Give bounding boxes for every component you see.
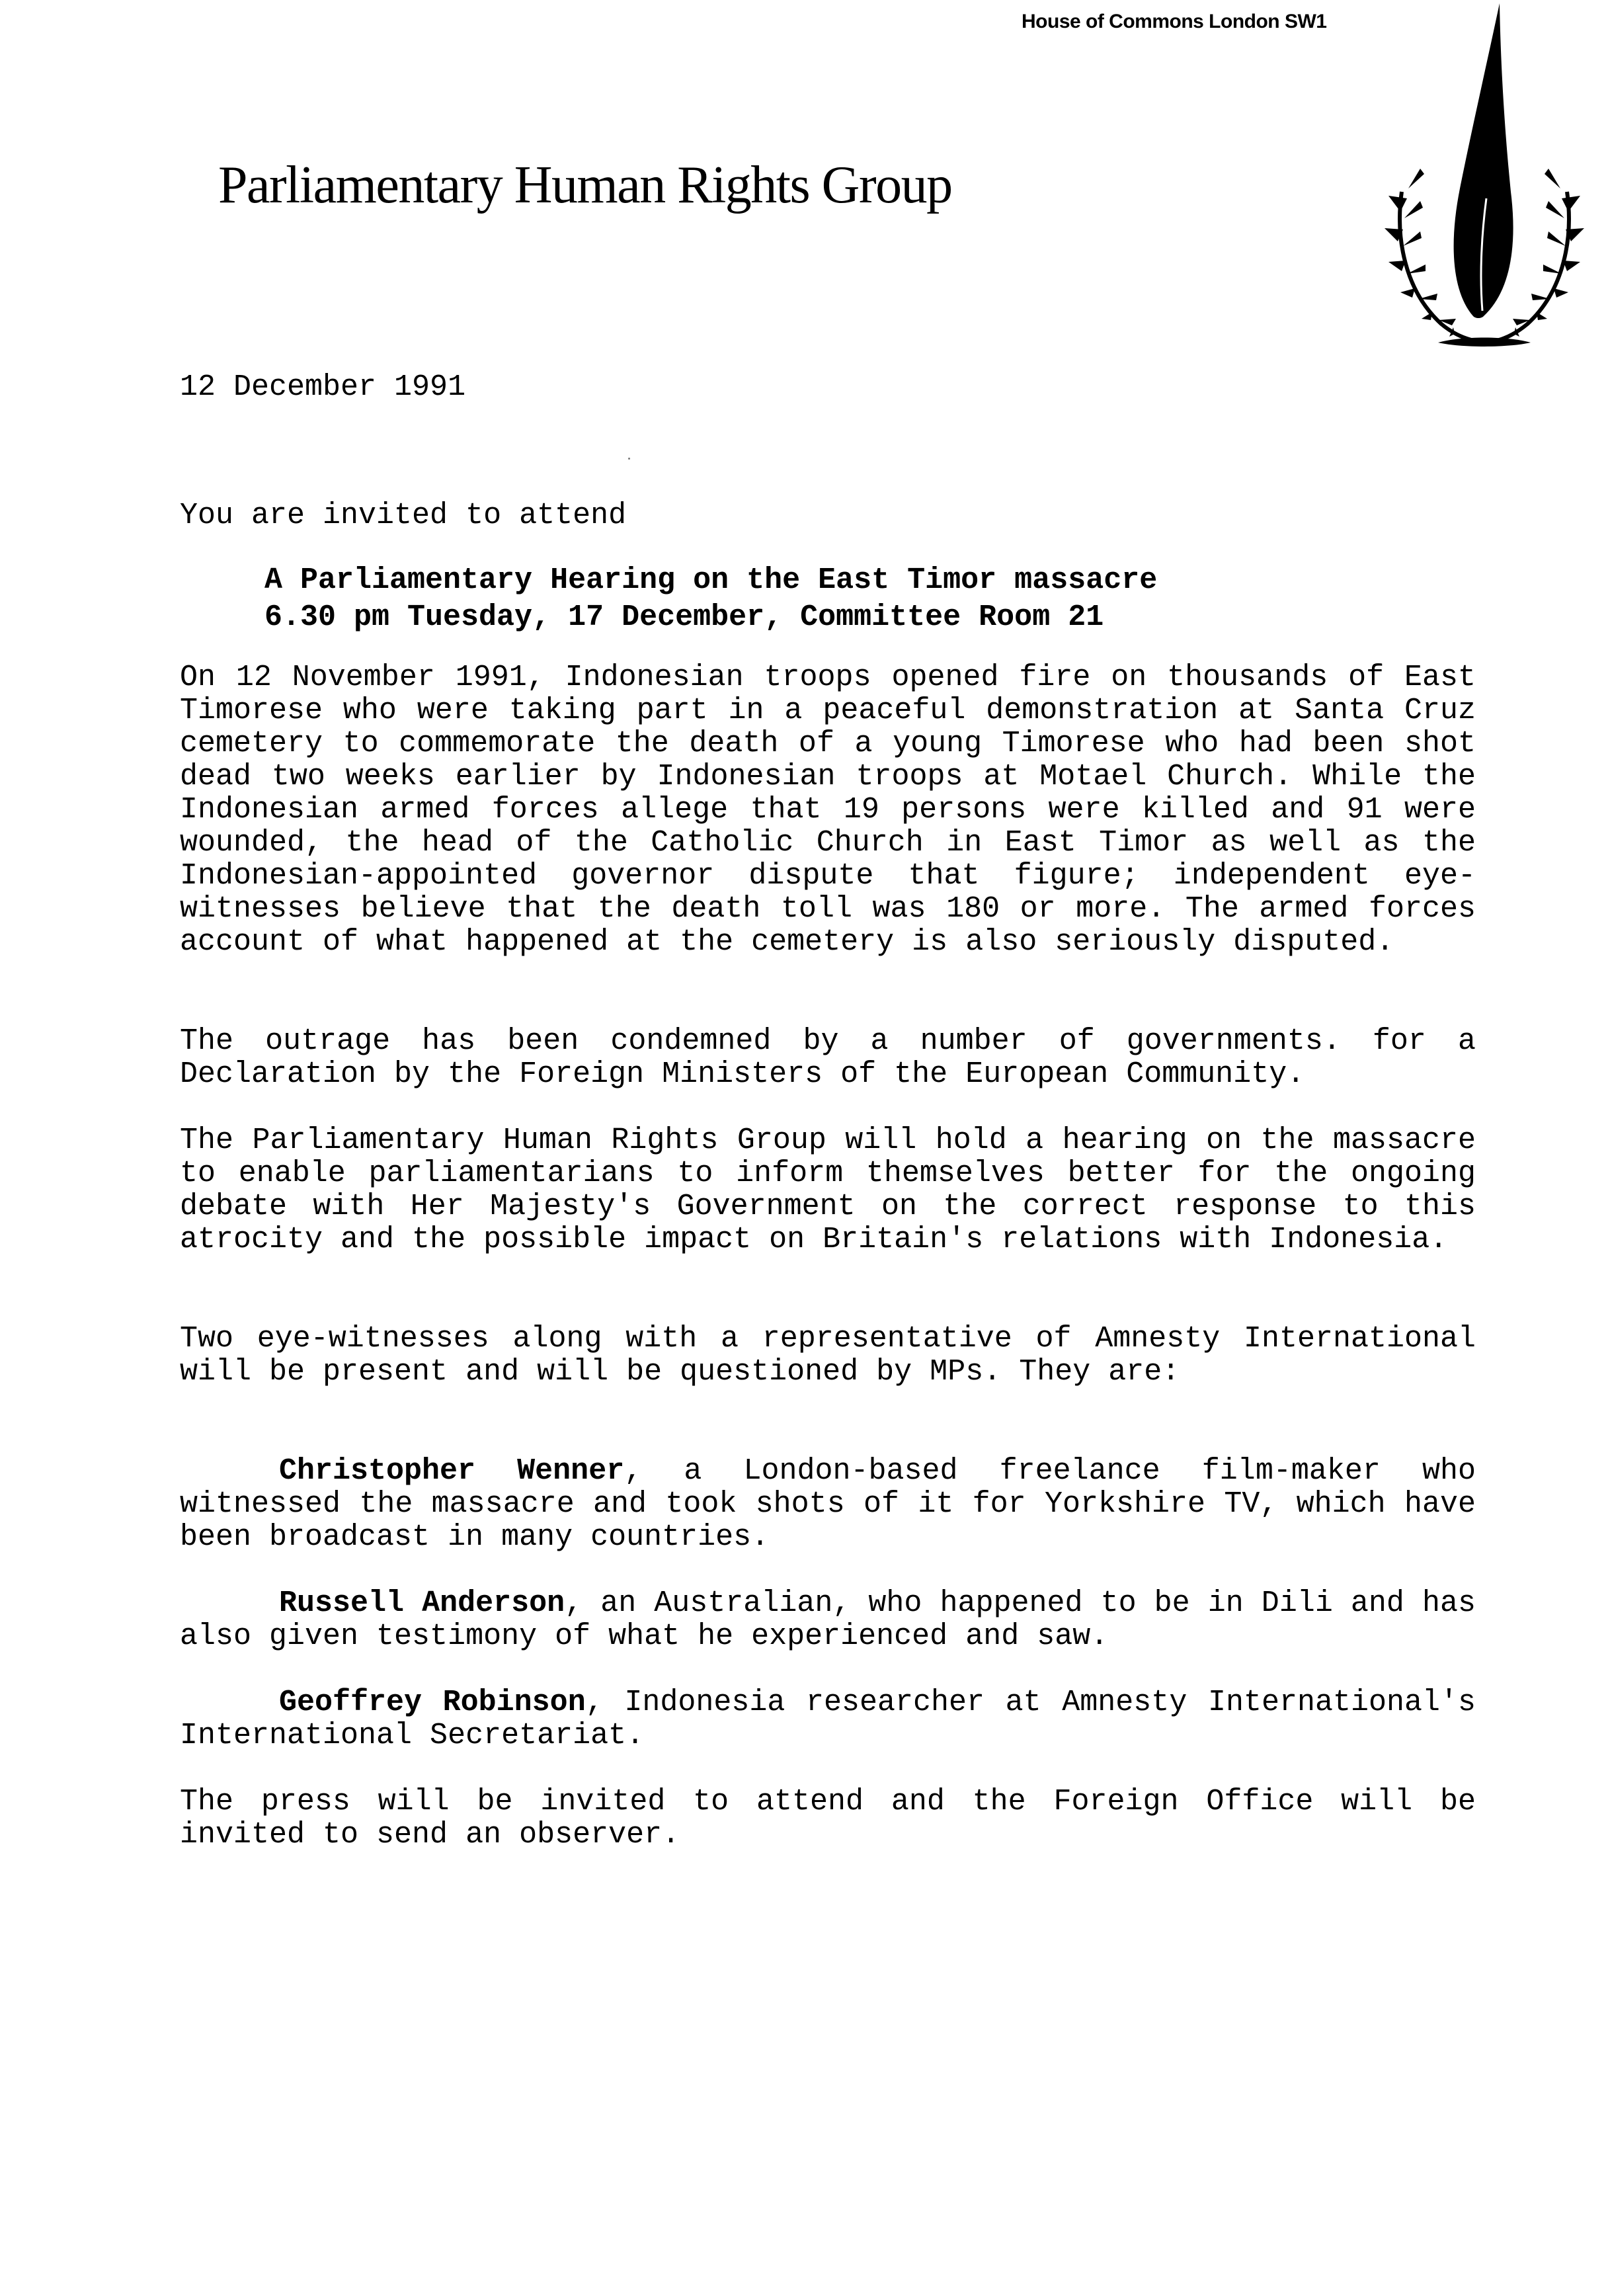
witness-item [180,1686,1476,1752]
witness-name: Russell Anderson [279,1586,565,1620]
flame-laurel-emblem-icon [1375,0,1587,360]
invite-line: You are invited to attend [180,499,627,532]
witness-name: Christopher Wenner [279,1454,625,1488]
witness-description: , an Australian, who happened to be in Dili and has also given testimony of what he experienced and saw. [180,1586,1476,1653]
witness-item [180,1455,1476,1554]
scan-speck [628,458,630,460]
paragraph-witnesses-intro: Two eye-witnesses along with a representative of Amnesty International will be present and will be questioned by MPs. They are: [180,1322,1476,1389]
paragraph-press-closing: The press will be invited to attend and the Foreign Office will be invited to send an observer. [180,1785,1476,1852]
event-details: 6.30 pm Tuesday, 17 December, Committee Room 21 [264,600,1104,634]
witness-item [180,1587,1476,1653]
organization-title: Parliamentary Human Rights Group [218,156,952,214]
witness-description: , Indonesia researcher at Amnesty International's International Secretariat. [180,1686,1476,1752]
event-heading [264,562,1158,636]
address-line: House of Commons London SW1 [1022,11,1327,32]
event-title: A Parliamentary Hearing on the East Timor massacre [264,563,1158,597]
paragraph-condemnation: The outrage has been condemned by a number of governments. for a Declaration by the Foreign Ministers of the European Community. [180,1024,1476,1091]
letter-date: 12 December 1991 [180,370,466,404]
paragraph-hearing-purpose: The Parliamentary Human Rights Group will hold a hearing on the massacre to enable parliamentarians to inform themselves better for the ongoing debate with Her Majesty's Government on the correct response to this atrocity and the possible impact on Britain's relations with Indonesia. [180,1124,1476,1256]
witness-name: Geoffrey Robinson [279,1686,586,1719]
paragraph-massacre-account: On 12 November 1991, Indonesian troops opened fire on thousands of East Timorese who were taking part in a peaceful demonstration at Santa Cruz cemetery to commemorate the death of a young Timorese who had been shot dead two weeks earlier by Indonesian troops at Motael Church. While the Indonesian armed forces allege that 19 persons were killed and 91 were wounded, the head of the Catholic Church in East Timor as well as the Indonesian-appointed governor dispute that figure; independent eye-witnesses believe that the death toll was 180 or more. The armed forces account of what happened at the cemetery is also seriously disputed. [180,661,1476,959]
witness-description: , a London-based freelance film-maker who witnessed the massacre and took shots of it for Yorkshire TV, which have been broadcast in many countries. [180,1454,1476,1554]
